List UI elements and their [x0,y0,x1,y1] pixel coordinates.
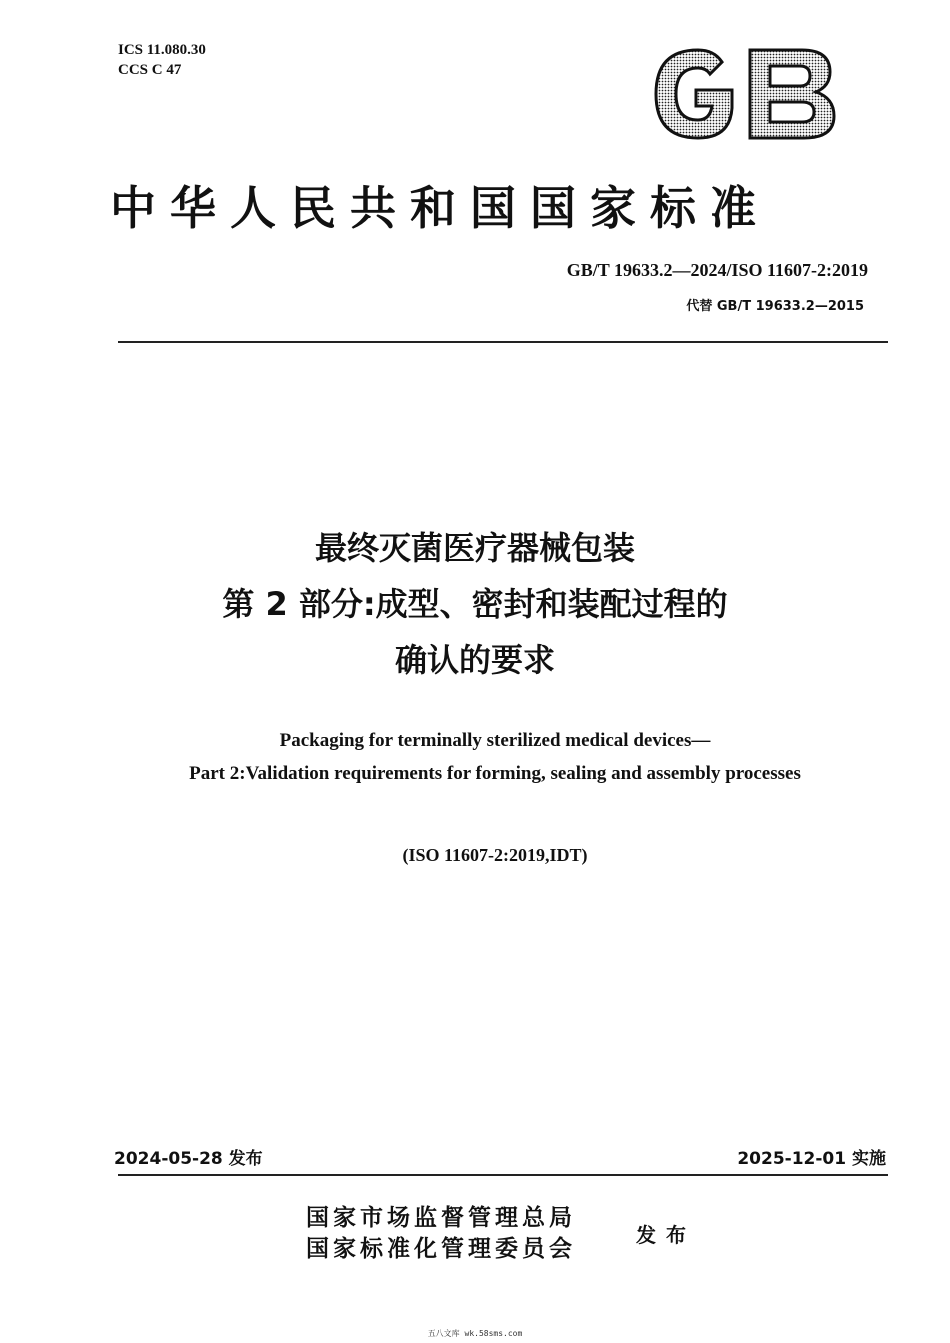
issuing-authorities [306,1202,576,1264]
standard-number: GB/T 19633.2—2024/ISO 11607-2:2019 [566,260,868,280]
footer-divider [118,1174,888,1176]
english-title-line: Packaging for terminally sterilized medical devices— [279,730,711,751]
classification-codes [118,40,206,80]
chinese-title [0,520,950,688]
chinese-title-line: 第 2 部分:成型、密封和装配过程的 [222,585,728,623]
chinese-title-line: 确认的要求 [394,641,555,679]
iso-reference: (ISO 11607-2:2019,IDT) [402,845,588,865]
publish-label: 发布 [636,1223,696,1247]
issuer-sac: 国家标准化管理委员会 [306,1235,576,1262]
header-divider [118,341,888,343]
ccs-code: CCS C 47 [118,62,182,78]
replaced-standard: 代替 GB/T 19633.2—2015 [686,299,864,314]
ics-code: ICS 11.080.30 [118,42,206,58]
implementation-date: 2025-12-01 实施 [737,1149,886,1169]
chinese-title-line: 最终灭菌医疗器械包装 [314,529,635,567]
issue-date: 2024-05-28 发布 [114,1149,263,1169]
gb-logo [652,44,838,144]
issuer-samr: 国家市场监督管理总局 [306,1204,576,1231]
english-title [0,724,950,790]
standard-category-title: 中华人民共和国国家标准 [110,181,770,235]
footer-watermark: 五八文库 wk.58sms.com [427,1329,523,1338]
english-title-line: Part 2:Validation requirements for forming, sealing and assembly processes [189,763,801,784]
